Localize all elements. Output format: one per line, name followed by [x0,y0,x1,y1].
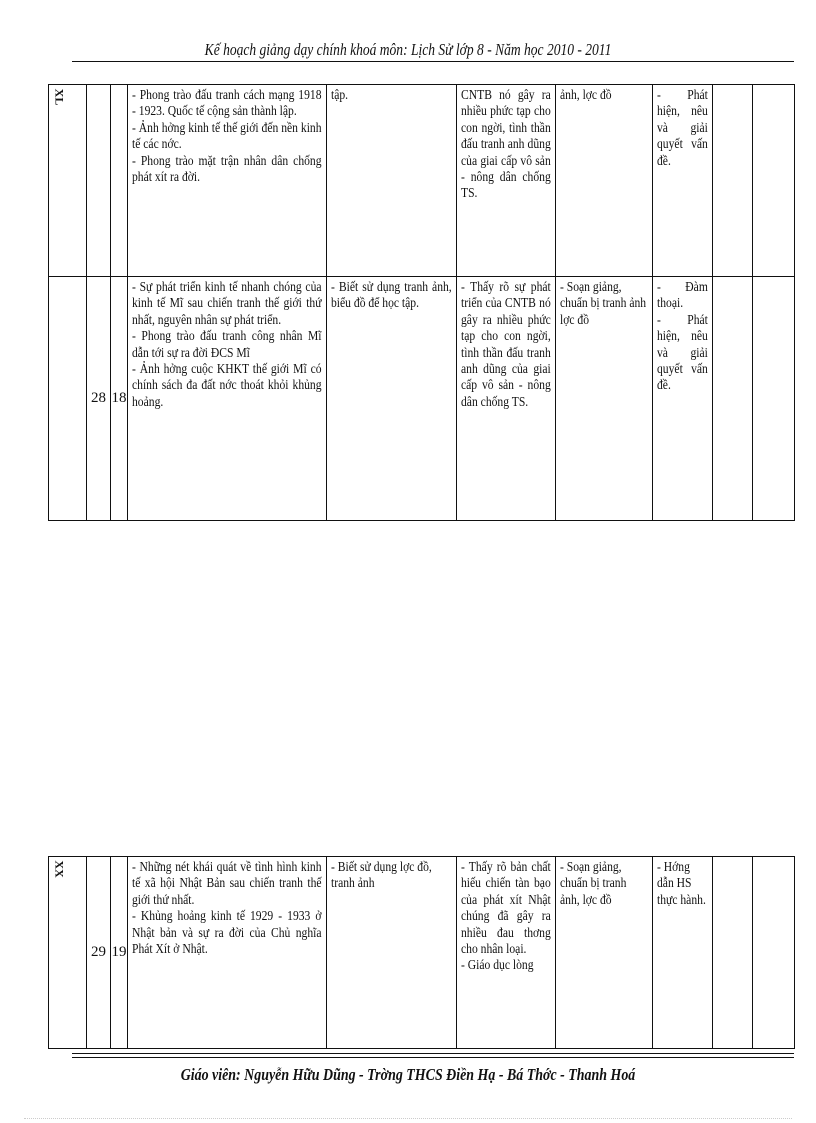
skills-cell: - Biết sử dụng tranh ảnh, biểu đồ để học tập. [327,277,457,521]
extra-cell [753,85,795,277]
extra-cell [713,85,753,277]
extra-cell [753,857,795,1049]
attitude-cell: - Thấy rõ bản chất hiếu chiến tàn bạo của phát xít Nhật chúng đã gây ra nhiều đau thơng cho nhân loại. - Giáo dục lòng [457,857,556,1049]
extra-cell [713,857,753,1049]
lesson-plan-table-2 [48,856,795,1049]
table-row [49,857,795,1049]
lesson-no-cell: 28 [87,277,111,521]
lesson-period-cell [111,85,128,277]
page-footer: Giáo viên: Nguyễn Hữu Dũng - Trờng THCS Điền Hạ - Bá Thớc - Thanh Hoá [180,1065,636,1084]
page-edge-dots [24,1118,792,1119]
footer-rule-thin [72,1057,794,1058]
skills-cell: - Biết sử dụng lợc đồ, tranh ảnh [327,857,457,1049]
method-cell: - Phát hiện, nêu và giải quyết vấn đề. [653,85,713,277]
lesson-no-cell [87,85,111,277]
lesson-period-cell: 19 [111,857,128,1049]
page-header: Kế hoạch giảng dạy chính khoá môn: Lịch Sử lớp 8 - Năm học 2010 - 2011 [204,40,612,59]
table-row [49,85,795,277]
preparation-cell: - Soạn giảng, chuẩn bị tranh ảnh lợc đồ [556,277,653,521]
footer-rule [72,1053,794,1054]
header-rule [72,61,794,62]
extra-cell [713,277,753,521]
skills-cell: tập. [327,85,457,277]
week-cell [49,277,87,521]
extra-cell [753,277,795,521]
content-cell: - Phong trào đấu tranh cách mạng 1918 - 1923. Quốc tế cộng sản thành lập. - Ảnh hởng kinh tế thế giới đến nền kinh tế các nớc. - Phong trào mặt trận nhân dân chống phát xít ra đời. [128,85,327,277]
lesson-plan-table-1 [48,84,795,521]
week-cell: XX [49,857,87,1049]
attitude-cell: CNTB nó gây ra nhiều phức tạp cho con ngời, tình thần đấu tranh anh dũng của giai cấp vô sản - nông dân chống TS. [457,85,556,277]
preparation-cell: - Soạn giảng, chuẩn bị tranh ảnh, lợc đồ [556,857,653,1049]
table-row [49,277,795,521]
lesson-period-cell: 18 [111,277,128,521]
week-cell: XL [49,85,87,277]
content-cell: - Sự phát triển kinh tế nhanh chóng của kinh tế Mĩ sau chiến tranh thế giới thứ nhất, nguyên nhân sự phát triển. - Phong trào đấu tranh công nhân Mĩ dẫn tới sự ra đời ĐCS Mĩ - Ảnh hởng cuộc KHKT thế giới Mĩ có chính sách đa đất nớc thoát khỏi khủng hoảng. [128,277,327,521]
attitude-cell: - Thấy rõ sự phát triển của CNTB nó gây ra nhiều phức tạp cho con ngời, tình thần đấu tranh anh dũng của giai cấp vô sản - nông dân chống TS. [457,277,556,521]
method-cell: - Hớng dẫn HS thực hành. [653,857,713,1049]
lesson-no-cell: 29 [87,857,111,1049]
content-cell: - Những nét khái quát về tình hình kinh tế xã hội Nhật Bản sau chiến tranh thế giới thứ nhất. - Khủng hoảng kinh tế 1929 - 1933 ở Nhật bản và sự ra đời của Chủ nghĩa Phát Xít ở Nhật. [128,857,327,1049]
preparation-cell: ảnh, lợc đồ [556,85,653,277]
method-cell: - Đàm thoại. - Phát hiện, nêu và giải quyết vấn đề. [653,277,713,521]
